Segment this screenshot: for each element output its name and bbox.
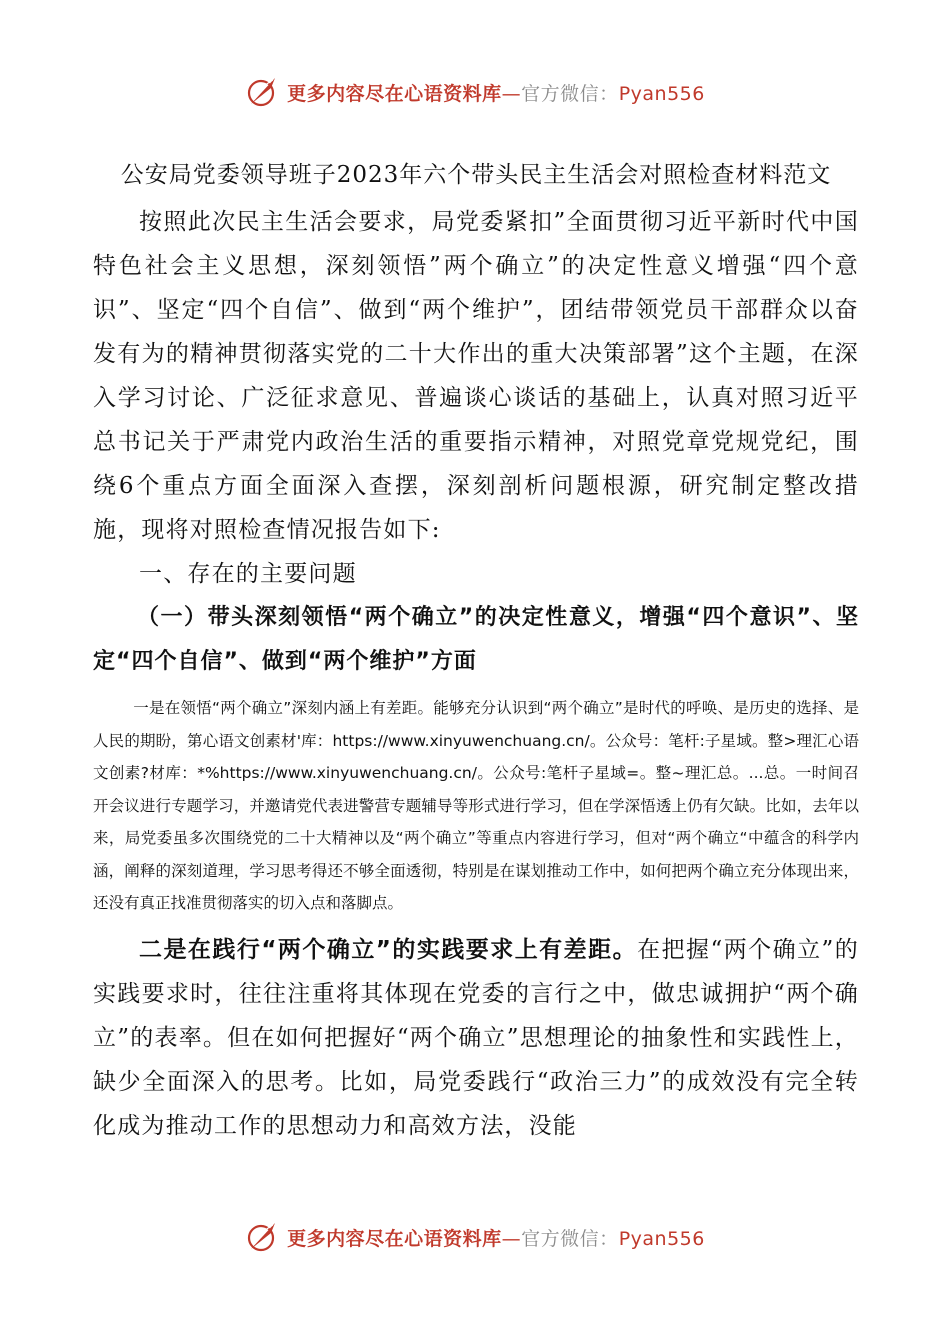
banner-dash: — <box>501 82 522 105</box>
header-banner <box>0 70 950 114</box>
banner-wechat-id: Pyan556 <box>618 1227 705 1250</box>
banner-text <box>287 79 705 106</box>
banner-main-text: 更多内容尽在心语资料库 <box>287 82 502 105</box>
banner-label: 官方微信： <box>521 1227 619 1250</box>
document-body <box>93 150 859 1148</box>
point-two-body: 在把握“两个确立”的实践要求时，往往注重将其体现在党委的言行之中，做忠诚拥护“两个确立”的表率。但在如何把握好“两个确立”思想理论的抽象性和实践性上，缺少全面深入的思考。比如，局党委践行“政治三力”的成效没有完全转化成为推动工作的思想动力和高效方法，没能 <box>93 936 859 1139</box>
quill-logo-icon <box>245 74 281 110</box>
banner-wechat-id: Pyan556 <box>618 82 705 105</box>
banner-label: 官方微信： <box>521 82 619 105</box>
section-heading: 一、存在的主要问题 <box>139 561 357 587</box>
point-one-paragraph: 一是在领悟“两个确立”深刻内涵上有差距。能够充分认识到“两个确立”是时代的呼唤、是历史的选择、是人民的期盼，第心语文创素材'库：https://www.xinyuwenchuang.cn/。公众号：笔杆:子星域。整>理汇心语文创素?材库：*%https://www.xinyuwenchuang.cn/。公众号:笔杆子星域=。整~理汇总。...总。一时间召开会议进行专题学习，并邀请党代表进警营专题辅导等形式进行学习，但在学深悟透上仍有欠缺。比如，去年以来，局党委虽多次围绕党的二十大精神以及“两个确立”等重点内容进行学习，但对“两个确立“中蕴含的科学内涵，阐释的深刻道理，学习思考得还不够全面透彻，特别是在谋划推动工作中，如何把两个确立充分体现出来，还没有真正找准贯彻落实的切入点和落脚点。 <box>93 699 859 912</box>
point-two-paragraph <box>93 928 859 1148</box>
banner-main-text: 更多内容尽在心语资料库 <box>287 1227 502 1250</box>
intro-paragraph: 按照此次民主生活会要求，局党委紧扣”全面贯彻习近平新时代中国特色社会主义思想，深刻领悟”两个确立”的决定性意义增强“四个意识”、坚定“四个自信”、做到“两个维护”，团结带领党员干部群众以奋发有为的精神贯彻落实党的二十大作出的重大决策部署”这个主题，在深入学习讨论、广泛征求意见、普遍谈心谈话的基础上，认真对照习近平总书记关于严肃党内政治生活的重要指示精神，对照党章党规党纪，围绕6个重点方面全面深入查摆，深刻剖析问题根源，研究制定整改措施，现将对照检查情况报告如下: <box>93 209 859 543</box>
document-title: 公安局党委领导班子2023年六个带头民主生活会对照检查材料范文 <box>120 162 832 188</box>
quill-logo-icon <box>245 1219 281 1255</box>
footer-banner <box>0 1215 950 1259</box>
banner-dash: — <box>501 1227 522 1250</box>
point-two-lead: 二是在践行“两个确立”的实践要求上有差距。 <box>139 936 638 963</box>
subsection-heading: （一）带头深刻领悟“两个确立”的决定性意义，增强“四个意识”、坚定“四个自信”、做到“两个维护”方面 <box>93 605 859 674</box>
banner-text <box>287 1224 705 1251</box>
